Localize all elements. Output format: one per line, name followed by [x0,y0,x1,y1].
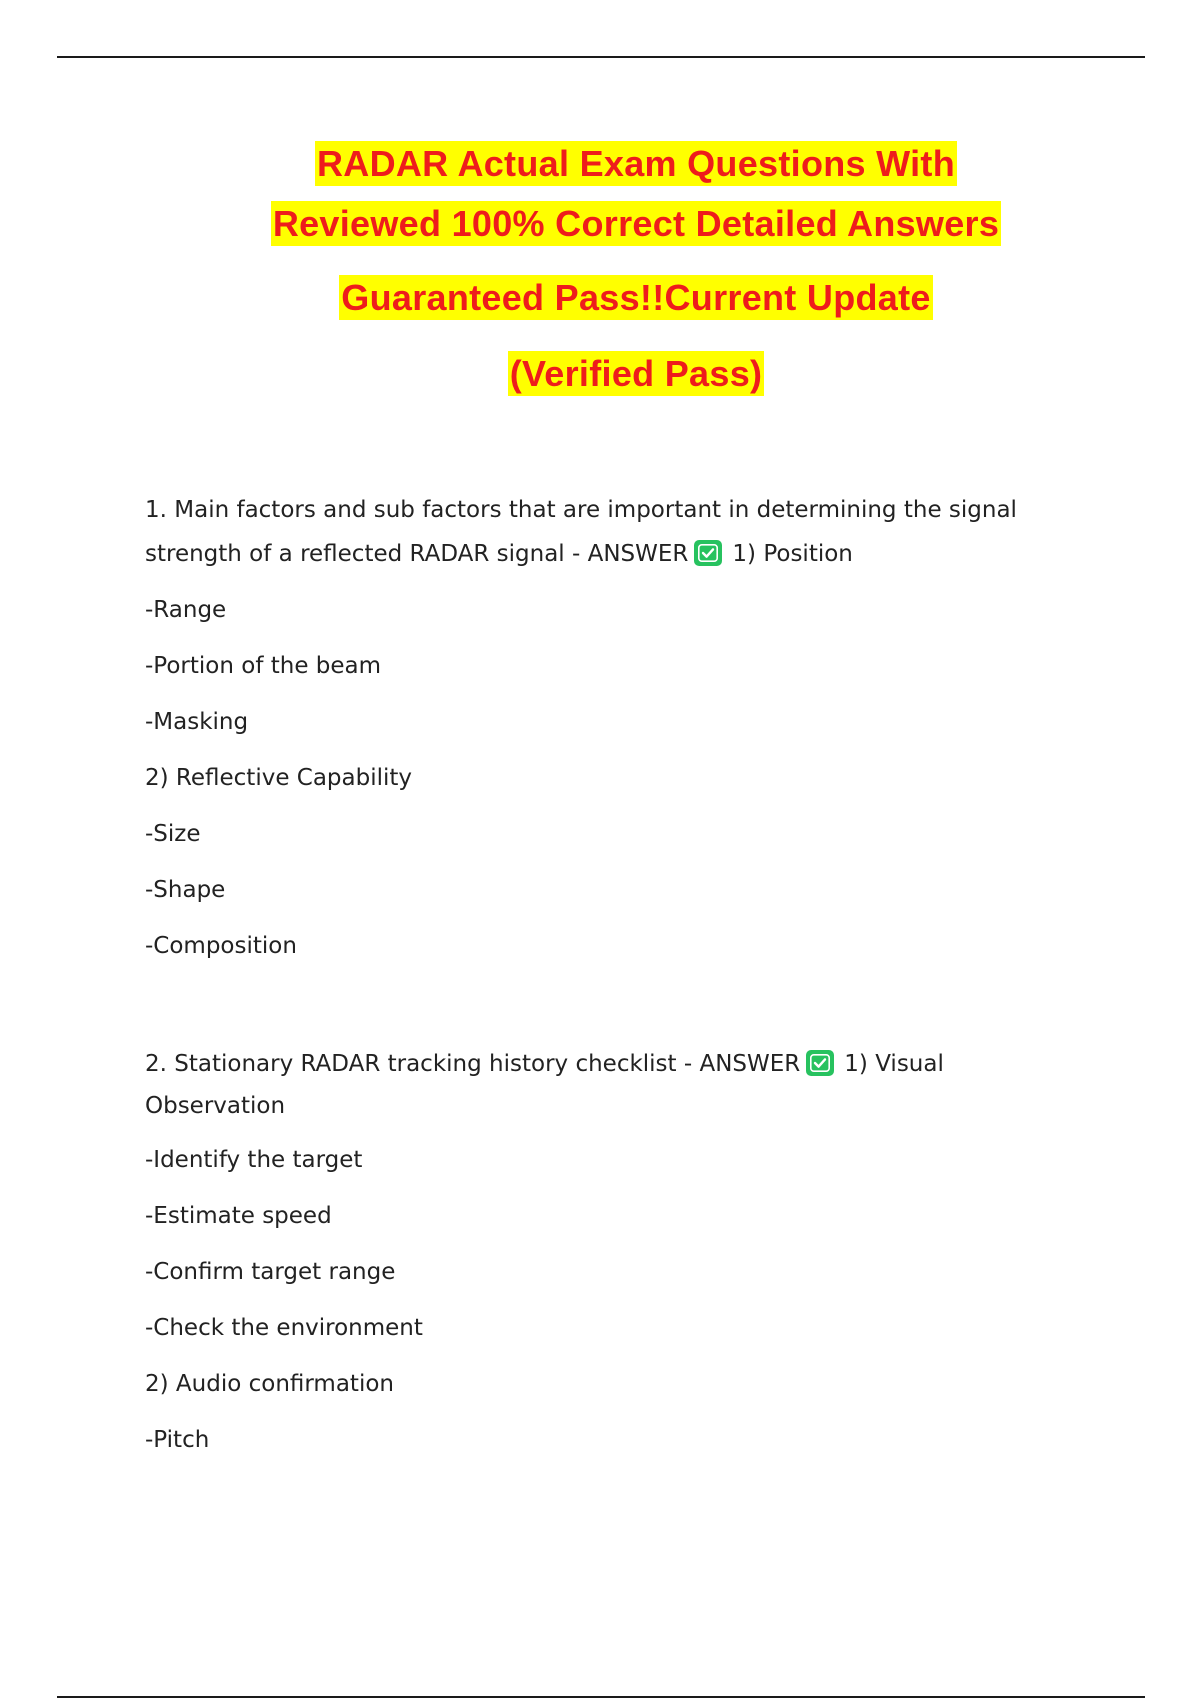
answer-item: -Identify the target [145,1147,363,1173]
question-2-answer-start: 1) Visual [844,1051,944,1077]
answer-item: -Size [145,821,201,847]
question-2-text-line-1 [145,1042,1045,1086]
answer-item: 2) Reflective Capability [145,765,413,791]
document-title [0,140,1200,398]
answer-item: -Portion of the beam [145,653,382,679]
footer-rule [57,1696,1145,1698]
answer-item: -Shape [145,877,226,903]
question-1-text-line-2 [145,532,1045,576]
title-line-2: Reviewed 100% Correct Detailed Answers [272,203,1000,244]
header-rule [57,56,1145,58]
answer-item: 2) Audio confirmation [145,1371,394,1397]
title-line-1: RADAR Actual Exam Questions With [316,143,956,184]
title-line-3: Guaranteed Pass!!Current Update [341,277,931,318]
check-mark-icon [694,540,722,566]
question-1-answer-prefix: strength of a reflected RADAR signal - ANSWER [145,541,689,567]
question-2 [145,1042,1045,1462]
question-2-answer-prefix: 2. Stationary RADAR tracking history checklist - ANSWER [145,1051,801,1077]
question-1 [145,488,1045,968]
question-1-answer-start: 1) Position [732,541,853,567]
answer-item: -Masking [145,709,249,735]
answer-item: -Estimate speed [145,1203,332,1229]
answer-item: -Range [145,597,227,623]
answer-item: -Confirm target range [145,1259,396,1285]
answer-item: -Check the environment [145,1315,423,1341]
document-body [145,488,1045,1462]
question-1-text-line-1: 1. Main factors and sub factors that are important in determining the signal [145,497,1017,523]
check-mark-icon [806,1050,834,1076]
answer-item: -Pitch [145,1427,210,1453]
answer-item: -Composition [145,933,297,959]
question-2-text-line-2: Observation [145,1093,286,1119]
title-line-4: (Verified Pass) [509,353,763,394]
